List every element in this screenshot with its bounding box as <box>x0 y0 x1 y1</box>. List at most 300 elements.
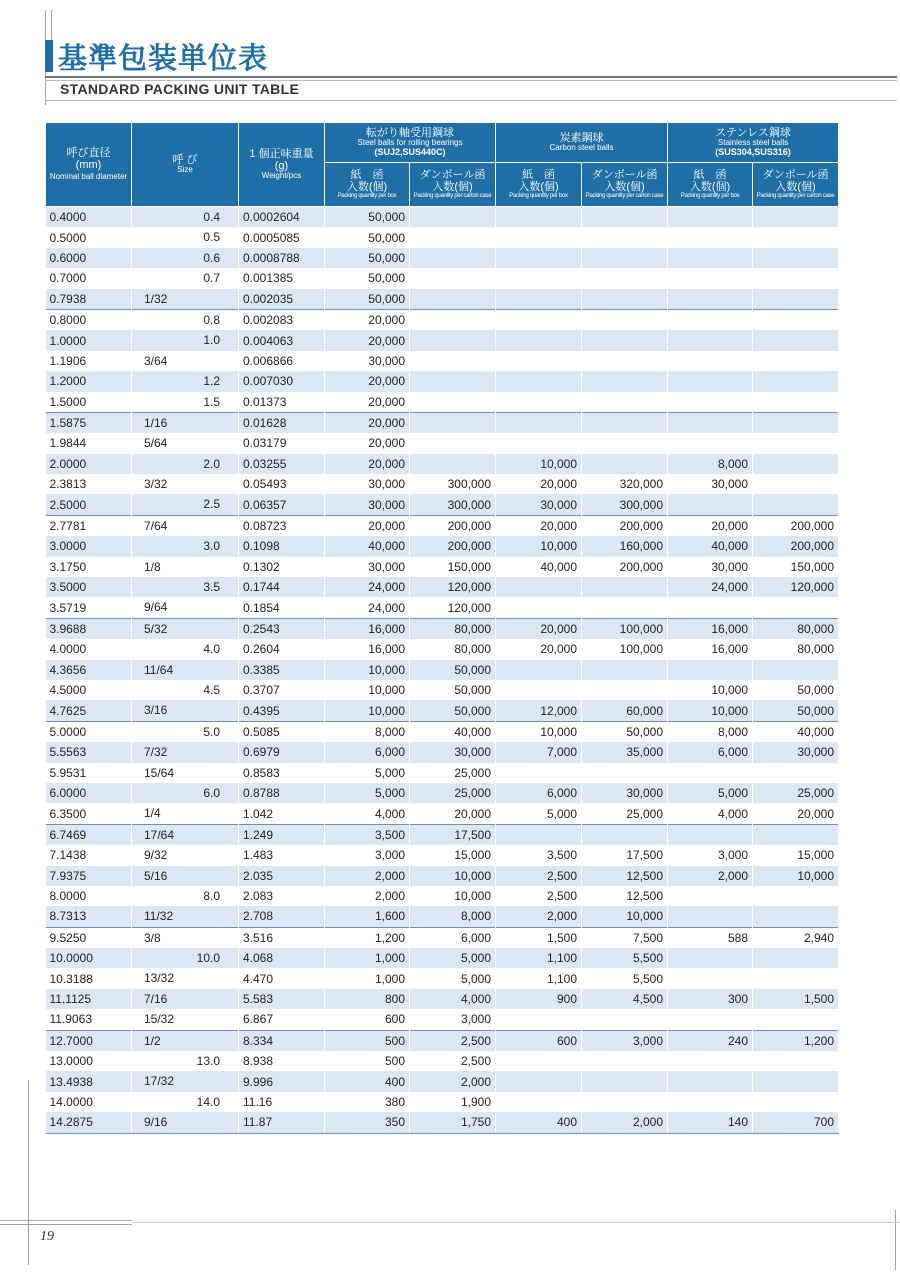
cell-carton-qty: 1,750 <box>410 1112 496 1133</box>
cell-diameter: 2.5000 <box>46 494 132 515</box>
cell-box-qty: 10,000 <box>325 660 410 680</box>
cell-box-qty <box>668 948 753 968</box>
cell-size <box>132 639 239 659</box>
cell-diameter: 1.1906 <box>46 351 132 371</box>
table-row <box>46 968 839 988</box>
cell-weight: 0.8583 <box>239 763 325 783</box>
cell-carton-qty: 25,000 <box>753 783 839 803</box>
cell-carton-qty <box>410 227 496 247</box>
cell-carton-qty <box>582 330 668 350</box>
cell-size <box>132 371 239 391</box>
cell-box-qty: 10,000 <box>325 680 410 700</box>
cell-box-qty <box>496 207 582 228</box>
cell-box-qty: 16,000 <box>325 639 410 659</box>
cell-diameter: 8.7313 <box>46 906 132 927</box>
cell-carton-qty <box>753 392 839 413</box>
table-row <box>46 577 839 597</box>
cell-carton-qty: 3,000 <box>410 1009 496 1030</box>
cell-size <box>132 536 239 556</box>
cell-box-qty: 500 <box>325 1051 410 1071</box>
cell-carton-qty: 40,000 <box>753 721 839 742</box>
cell-box-qty: 20,000 <box>496 515 582 536</box>
cell-box-qty <box>496 248 582 268</box>
size-decimal: 1.0 <box>203 333 220 348</box>
cell-size <box>132 783 239 803</box>
table-row <box>46 763 839 783</box>
cell-carton-qty <box>410 248 496 268</box>
header-group-stainless: ステンレス鋼球 Stainless steel balls (SUS304,SUS316) <box>668 123 839 163</box>
size-fraction: 3/64 <box>144 353 168 368</box>
table-row <box>46 351 839 371</box>
cell-size <box>132 412 239 433</box>
cell-carton-qty: 5,000 <box>410 968 496 988</box>
size-decimal: 2.0 <box>203 456 220 471</box>
cell-weight: 2.708 <box>239 906 325 927</box>
cell-size <box>132 1071 239 1091</box>
table-row <box>46 412 839 433</box>
cell-weight: 0.01628 <box>239 412 325 433</box>
cell-diameter: 6.3500 <box>46 803 132 824</box>
cell-weight: 0.0005085 <box>239 227 325 247</box>
size-fraction: 9/64 <box>144 600 168 615</box>
table-row <box>46 618 839 639</box>
cell-diameter: 4.3656 <box>46 660 132 680</box>
size-fraction: 11/64 <box>144 662 174 677</box>
cell-carton-qty: 20,000 <box>753 803 839 824</box>
cell-weight: 4.068 <box>239 948 325 968</box>
size-fraction: 5/16 <box>144 868 168 883</box>
cell-size <box>132 721 239 742</box>
cell-size <box>132 1051 239 1071</box>
cell-weight: 5.583 <box>239 989 325 1009</box>
table-row <box>46 454 839 474</box>
cell-carton-qty <box>582 412 668 433</box>
cell-diameter: 3.0000 <box>46 536 132 556</box>
cell-carton-qty: 10,000 <box>410 866 496 886</box>
cell-size <box>132 577 239 597</box>
cell-weight: 2.083 <box>239 886 325 906</box>
cell-carton-qty <box>753 454 839 474</box>
cell-box-qty <box>668 392 753 413</box>
cell-diameter: 12.7000 <box>46 1030 132 1051</box>
table-row <box>46 392 839 413</box>
cell-box-qty: 5,000 <box>325 763 410 783</box>
cell-carton-qty: 80,000 <box>410 639 496 659</box>
cell-carton-qty: 50,000 <box>582 721 668 742</box>
cell-size <box>132 660 239 680</box>
cell-carton-qty: 30,000 <box>582 783 668 803</box>
cell-weight: 2.035 <box>239 866 325 886</box>
cell-box-qty: 20,000 <box>325 309 410 330</box>
cell-carton-qty <box>753 371 839 391</box>
cell-box-qty: 240 <box>668 1030 753 1051</box>
cell-carton-qty <box>582 289 668 310</box>
cell-box-qty: 1,100 <box>496 948 582 968</box>
cell-weight: 11.16 <box>239 1092 325 1112</box>
cell-box-qty: 1,000 <box>325 948 410 968</box>
header-group-bearing: 転がり軸受用鋼球 Steel balls for rolling bearings (SUJ2,SUS440C) <box>325 123 496 163</box>
size-fraction: 17/32 <box>144 1074 175 1089</box>
cell-box-qty: 2,000 <box>325 866 410 886</box>
cell-carton-qty <box>582 433 668 453</box>
size-decimal: 0.6 <box>203 250 220 265</box>
cell-size <box>132 803 239 824</box>
margin-line <box>895 1210 896 1270</box>
cell-diameter: 11.1125 <box>46 989 132 1009</box>
cell-carton-qty <box>753 968 839 988</box>
cell-box-qty <box>496 1092 582 1112</box>
cell-diameter: 6.7469 <box>46 824 132 845</box>
cell-carton-qty: 100,000 <box>582 618 668 639</box>
page-title: 基準包装単位表 <box>58 41 269 75</box>
title-divider <box>45 76 897 78</box>
cell-diameter: 3.5719 <box>46 597 132 618</box>
cell-box-qty <box>496 351 582 371</box>
cell-weight: 0.1098 <box>239 536 325 556</box>
table-row <box>46 289 839 310</box>
cell-carton-qty: 20,000 <box>410 803 496 824</box>
table-row <box>46 207 839 228</box>
size-fraction: 3/32 <box>144 477 168 492</box>
cell-box-qty: 3,000 <box>668 845 753 865</box>
footer-rule <box>0 1220 132 1221</box>
cell-carton-qty: 12,500 <box>582 886 668 906</box>
table-row <box>46 824 839 845</box>
cell-box-qty: 2,500 <box>496 866 582 886</box>
cell-diameter: 4.5000 <box>46 680 132 700</box>
cell-box-qty: 30,000 <box>325 494 410 515</box>
table-row <box>46 989 839 1009</box>
cell-carton-qty: 80,000 <box>753 618 839 639</box>
cell-box-qty: 600 <box>325 1009 410 1030</box>
header-weight: 1 個正味重量 (g) Weight/pcs <box>239 123 325 207</box>
cell-box-qty: 20,000 <box>496 474 582 494</box>
cell-box-qty <box>668 597 753 618</box>
cell-carton-qty <box>753 330 839 350</box>
cell-box-qty: 1,500 <box>496 927 582 948</box>
size-fraction: 7/16 <box>144 991 168 1006</box>
cell-diameter: 0.6000 <box>46 248 132 268</box>
table-row <box>46 660 839 680</box>
cell-carton-qty: 7,500 <box>582 927 668 948</box>
size-decimal: 4.0 <box>203 642 220 657</box>
cell-box-qty: 30,000 <box>668 557 753 577</box>
cell-size <box>132 866 239 886</box>
cell-carton-qty: 50,000 <box>410 680 496 700</box>
cell-diameter: 3.1750 <box>46 557 132 577</box>
cell-carton-qty <box>410 351 496 371</box>
cell-carton-qty: 2,500 <box>410 1051 496 1071</box>
cell-carton-qty: 17,500 <box>410 824 496 845</box>
cell-box-qty: 20,000 <box>325 412 410 433</box>
cell-box-qty: 16,000 <box>325 618 410 639</box>
cell-box-qty: 400 <box>325 1071 410 1091</box>
cell-carton-qty: 5,500 <box>582 948 668 968</box>
footer-rule <box>132 1222 900 1223</box>
cell-box-qty <box>668 1071 753 1091</box>
cell-size <box>132 515 239 536</box>
subtitle-divider <box>45 100 897 101</box>
cell-carton-qty: 3,000 <box>582 1030 668 1051</box>
size-fraction: 11/32 <box>144 909 174 924</box>
size-decimal: 1.2 <box>203 374 220 389</box>
cell-weight: 0.01373 <box>239 392 325 413</box>
cell-diameter: 7.1438 <box>46 845 132 865</box>
cell-size <box>132 207 239 228</box>
table-row <box>46 886 839 906</box>
header-carton: ダンボール函 入数(個) Packing quantity per carton case <box>410 163 496 207</box>
cell-weight: 0.3385 <box>239 660 325 680</box>
cell-box-qty <box>496 1051 582 1071</box>
cell-size <box>132 454 239 474</box>
table-row <box>46 1092 839 1112</box>
header-size: 呼 び Size <box>132 123 239 207</box>
cell-carton-qty: 35,000 <box>582 742 668 762</box>
cell-box-qty <box>496 392 582 413</box>
header-group-carbon: 炭素鋼球 Carbon steel balls <box>496 123 668 163</box>
cell-carton-qty <box>582 1009 668 1030</box>
cell-box-qty: 3,500 <box>325 824 410 845</box>
cell-weight: 0.001385 <box>239 268 325 288</box>
cell-weight: 11.87 <box>239 1112 325 1133</box>
cell-box-qty <box>668 906 753 927</box>
cell-carton-qty: 25,000 <box>582 803 668 824</box>
cell-carton-qty <box>753 1092 839 1112</box>
cell-diameter: 0.7000 <box>46 268 132 288</box>
cell-carton-qty: 12,500 <box>582 866 668 886</box>
cell-weight: 9.996 <box>239 1071 325 1091</box>
cell-carton-qty: 10,000 <box>410 886 496 906</box>
cell-carton-qty: 8,000 <box>410 906 496 927</box>
cell-carton-qty: 200,000 <box>410 536 496 556</box>
cell-carton-qty <box>753 207 839 228</box>
table-row <box>46 906 839 927</box>
cell-size <box>132 927 239 948</box>
cell-box-qty: 350 <box>325 1112 410 1133</box>
cell-carton-qty <box>753 268 839 288</box>
cell-size <box>132 494 239 515</box>
cell-box-qty <box>668 371 753 391</box>
cell-diameter: 0.8000 <box>46 309 132 330</box>
cell-carton-qty: 160,000 <box>582 536 668 556</box>
cell-carton-qty <box>582 1051 668 1071</box>
header-diameter: 呼び直径 (mm) Nominal ball diameter <box>46 123 132 207</box>
size-fraction: 1/4 <box>144 806 161 821</box>
cell-box-qty: 50,000 <box>325 248 410 268</box>
cell-weight: 0.004063 <box>239 330 325 350</box>
cell-carton-qty: 120,000 <box>753 577 839 597</box>
cell-carton-qty: 200,000 <box>582 557 668 577</box>
cell-carton-qty: 1,200 <box>753 1030 839 1051</box>
cell-box-qty: 2,000 <box>668 866 753 886</box>
cell-carton-qty <box>753 660 839 680</box>
size-fraction: 17/64 <box>144 827 175 842</box>
cell-size <box>132 845 239 865</box>
cell-carton-qty: 25,000 <box>410 783 496 803</box>
cell-diameter: 13.0000 <box>46 1051 132 1071</box>
size-decimal: 0.7 <box>203 271 220 286</box>
cell-diameter: 6.0000 <box>46 783 132 803</box>
cell-box-qty: 20,000 <box>496 639 582 659</box>
cell-carton-qty: 300,000 <box>410 474 496 494</box>
cell-diameter: 1.2000 <box>46 371 132 391</box>
cell-box-qty: 20,000 <box>325 515 410 536</box>
cell-box-qty <box>496 309 582 330</box>
title-accent-bar <box>45 40 53 72</box>
size-decimal: 0.5 <box>203 230 220 245</box>
cell-size <box>132 268 239 288</box>
cell-diameter: 8.0000 <box>46 886 132 906</box>
cell-box-qty: 300 <box>668 989 753 1009</box>
packing-unit-table <box>45 122 839 1134</box>
cell-carton-qty <box>753 248 839 268</box>
cell-carton-qty <box>753 824 839 845</box>
cell-carton-qty <box>410 207 496 228</box>
cell-box-qty: 5,000 <box>668 783 753 803</box>
cell-carton-qty <box>753 1051 839 1071</box>
cell-carton-qty <box>753 1071 839 1091</box>
cell-carton-qty <box>753 474 839 494</box>
cell-weight: 0.03255 <box>239 454 325 474</box>
cell-carton-qty <box>753 433 839 453</box>
cell-size <box>132 330 239 350</box>
cell-carton-qty: 300,000 <box>582 494 668 515</box>
cell-weight: 1.042 <box>239 803 325 824</box>
table-row <box>46 1051 839 1071</box>
cell-box-qty: 1,200 <box>325 927 410 948</box>
cell-box-qty: 20,000 <box>325 433 410 453</box>
cell-box-qty <box>496 1071 582 1091</box>
cell-size <box>132 906 239 927</box>
cell-box-qty: 500 <box>325 1030 410 1051</box>
table-row <box>46 474 839 494</box>
cell-box-qty <box>496 763 582 783</box>
cell-carton-qty: 5,000 <box>410 948 496 968</box>
cell-size <box>132 248 239 268</box>
cell-box-qty: 1,600 <box>325 906 410 927</box>
cell-size <box>132 700 239 721</box>
cell-size <box>132 1112 239 1133</box>
cell-box-qty <box>668 494 753 515</box>
cell-box-qty <box>496 330 582 350</box>
cell-box-qty: 24,000 <box>325 577 410 597</box>
cell-diameter: 1.5000 <box>46 392 132 413</box>
cell-box-qty: 50,000 <box>325 268 410 288</box>
cell-box-qty: 3,500 <box>496 845 582 865</box>
size-decimal: 6.0 <box>203 785 220 800</box>
size-decimal: 13.0 <box>196 1054 220 1069</box>
size-fraction: 15/64 <box>144 765 175 780</box>
cell-weight: 0.4395 <box>239 700 325 721</box>
size-fraction: 1/2 <box>144 1033 161 1048</box>
cell-weight: 0.002035 <box>239 289 325 310</box>
cell-box-qty <box>496 227 582 247</box>
cell-box-qty <box>496 597 582 618</box>
cell-weight: 0.03179 <box>239 433 325 453</box>
header-box: 紙 函 入数(個) Packing quantity per box <box>668 163 753 207</box>
cell-size <box>132 392 239 413</box>
table-body <box>46 207 839 1134</box>
cell-carton-qty <box>410 309 496 330</box>
cell-box-qty <box>668 289 753 310</box>
table-row <box>46 248 839 268</box>
cell-box-qty: 10,000 <box>668 700 753 721</box>
cell-box-qty: 4,000 <box>668 803 753 824</box>
cell-carton-qty: 50,000 <box>410 700 496 721</box>
cell-carton-qty: 1,900 <box>410 1092 496 1112</box>
cell-diameter: 0.4000 <box>46 207 132 228</box>
cell-weight: 0.05493 <box>239 474 325 494</box>
cell-size <box>132 309 239 330</box>
cell-carton-qty: 6,000 <box>410 927 496 948</box>
cell-carton-qty: 17,500 <box>582 845 668 865</box>
size-decimal: 0.8 <box>203 312 220 327</box>
cell-box-qty: 4,000 <box>325 803 410 824</box>
cell-box-qty: 400 <box>496 1112 582 1133</box>
cell-carton-qty <box>753 948 839 968</box>
cell-carton-qty <box>582 763 668 783</box>
cell-diameter: 2.3813 <box>46 474 132 494</box>
cell-carton-qty: 30,000 <box>410 742 496 762</box>
cell-box-qty: 10,000 <box>496 721 582 742</box>
cell-box-qty: 10,000 <box>496 536 582 556</box>
cell-box-qty: 12,000 <box>496 700 582 721</box>
cell-carton-qty: 2,000 <box>582 1112 668 1133</box>
cell-carton-qty <box>753 1009 839 1030</box>
cell-box-qty: 600 <box>496 1030 582 1051</box>
cell-diameter: 3.5000 <box>46 577 132 597</box>
cell-weight: 8.938 <box>239 1051 325 1071</box>
cell-box-qty: 8,000 <box>668 454 753 474</box>
cell-box-qty: 30,000 <box>668 474 753 494</box>
cell-carton-qty: 200,000 <box>582 515 668 536</box>
cell-box-qty <box>496 577 582 597</box>
cell-size <box>132 351 239 371</box>
cell-weight: 0.2604 <box>239 639 325 659</box>
cell-carton-qty: 15,000 <box>410 845 496 865</box>
cell-carton-qty: 40,000 <box>410 721 496 742</box>
cell-box-qty <box>668 824 753 845</box>
cell-size <box>132 763 239 783</box>
size-decimal: 2.5 <box>203 497 220 512</box>
table-row <box>46 866 839 886</box>
cell-size <box>132 618 239 639</box>
cell-carton-qty: 10,000 <box>753 866 839 886</box>
cell-box-qty: 10,000 <box>496 454 582 474</box>
table-row <box>46 597 839 618</box>
cell-weight: 0.6979 <box>239 742 325 762</box>
cell-carton-qty <box>753 763 839 783</box>
cell-carton-qty <box>582 207 668 228</box>
cell-carton-qty <box>582 1092 668 1112</box>
cell-diameter: 1.9844 <box>46 433 132 453</box>
cell-carton-qty: 80,000 <box>410 618 496 639</box>
cell-box-qty: 24,000 <box>668 577 753 597</box>
cell-box-qty <box>496 289 582 310</box>
cell-box-qty: 16,000 <box>668 618 753 639</box>
size-decimal: 3.0 <box>203 539 220 554</box>
table-row <box>46 1071 839 1091</box>
margin-line <box>51 10 52 42</box>
cell-weight: 0.0002604 <box>239 207 325 228</box>
cell-diameter: 14.2875 <box>46 1112 132 1133</box>
size-fraction: 3/16 <box>144 703 168 718</box>
cell-box-qty: 24,000 <box>325 597 410 618</box>
cell-size <box>132 433 239 453</box>
cell-carton-qty <box>753 494 839 515</box>
cell-carton-qty: 200,000 <box>753 536 839 556</box>
size-fraction: 7/32 <box>144 745 168 760</box>
